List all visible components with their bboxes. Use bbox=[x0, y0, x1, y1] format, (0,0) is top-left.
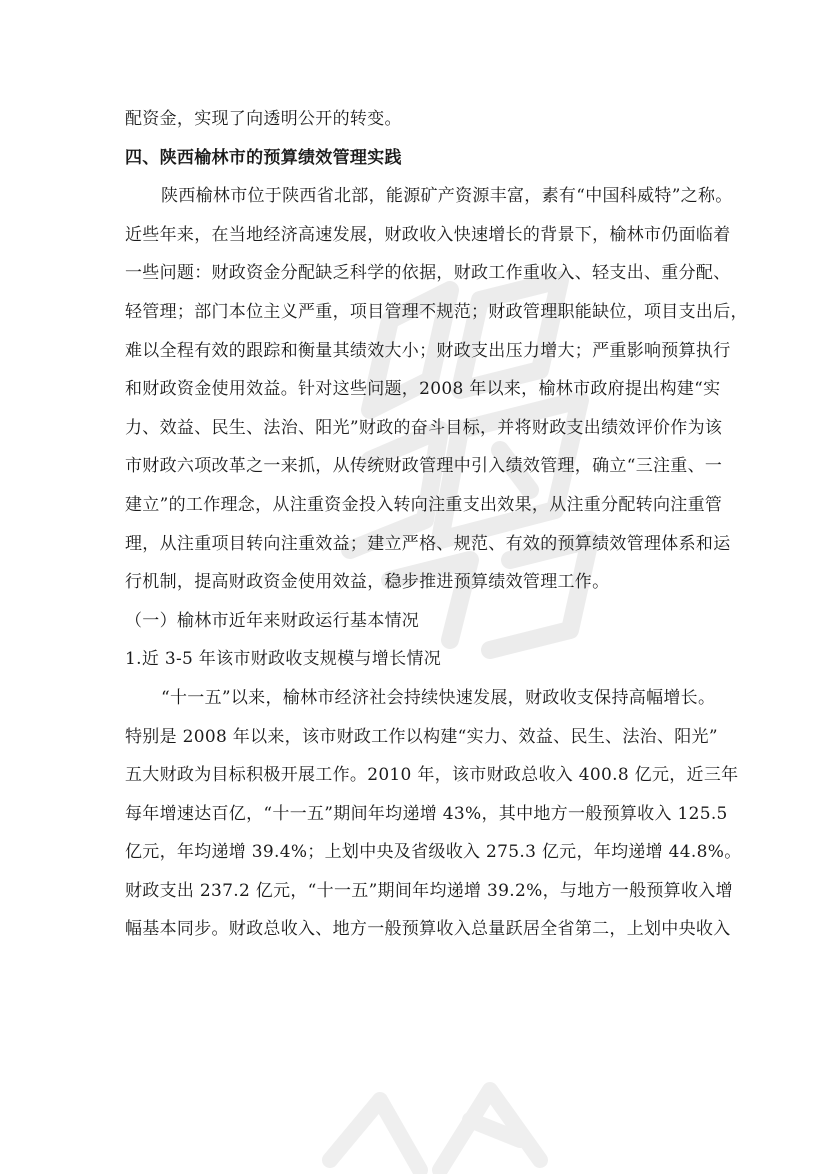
paragraph-line: 近些年来，在当地经济高速发展，财政收入快速增长的背景下，榆林市仍面临着 bbox=[125, 224, 731, 245]
paragraph-line: 行机制，提高财政资金使用效益，稳步推进预算绩效管理工作。 bbox=[125, 572, 610, 593]
document-body bbox=[125, 100, 748, 949]
watermark-bottom-icon bbox=[300, 1060, 560, 1174]
subsection-heading: （一）榆林市近年来财政运行基本情况 bbox=[125, 610, 420, 631]
paragraph-line: 幅基本同步。财政总收入、地方一般预算收入总量跃居全省第二，上划中央收入 bbox=[125, 919, 731, 940]
paragraph-line: 建立”的工作理念，从注重资金投入转向注重支出效果，从注重分配转向注重管 bbox=[125, 494, 723, 515]
paragraph-line: 市财政六项改革之一来抓，从传统财政管理中引入绩效管理，确立“三注重、一 bbox=[125, 456, 723, 477]
paragraph-line: 配资金，实现了向透明公开的转变。 bbox=[125, 109, 402, 129]
paragraph-line: 轻管理；部门本位主义严重，项目管理不规范；财政管理职能缺位，项目支出后， bbox=[125, 301, 748, 322]
paragraph-line: 和财政资金使用效益。针对这些问题，2008 年以来，榆林市政府提出构建“实 bbox=[125, 379, 721, 400]
paragraph-line: 每年增速达百亿，“十一五”期间年均递增 43%，其中地方一般预算收入 125.5 bbox=[125, 803, 728, 824]
paragraph-line: 一些问题：财政资金分配缺乏科学的依据，财政工作重收入、轻支出、重分配、 bbox=[125, 263, 731, 284]
paragraph-line: “十一五”以来，榆林市经济社会持续快速发展，财政收支保持高幅增长。 bbox=[161, 687, 716, 708]
section-heading: 四、陕西榆林市的预算绩效管理实践 bbox=[125, 147, 402, 168]
paragraph-line: 五大财政为目标积极开展工作。2010 年，该市财政总收入 400.8 亿元，近三年 bbox=[125, 765, 739, 786]
paragraph-line: 难以全程有效的跟踪和衡量其绩效大小；财政支出压力增大；严重影响预算执行 bbox=[125, 340, 731, 361]
paragraph-line: 亿元，年均递增 39.4%；上划中央及省级收入 275.3 亿元，年均递增 44.8%。 bbox=[125, 842, 742, 863]
paragraph-line: 理，从注重项目转向注重效益；建立严格、规范、有效的预算绩效管理体系和运 bbox=[125, 533, 731, 554]
paragraph-line: 力、效益、民生、法治、阳光”财政的奋斗目标，并将财政支出绩效评价作为该 bbox=[125, 417, 723, 438]
paragraph-line: 陕西榆林市位于陕西省北部，能源矿产资源丰富，素有“中国科威特”之称。 bbox=[161, 186, 733, 207]
paragraph-line: 特别是 2008 年以来，该市财政工作以构建“实力、效益、民生、法治、阳光” bbox=[125, 726, 718, 747]
paragraph-line: 财政支出 237.2 亿元，“十一五”期间年均递增 39.2%，与地方一般预算收入增 bbox=[125, 880, 733, 901]
subsection-heading: 1.近 3-5 年该市财政收支规模与增长情况 bbox=[125, 649, 442, 670]
